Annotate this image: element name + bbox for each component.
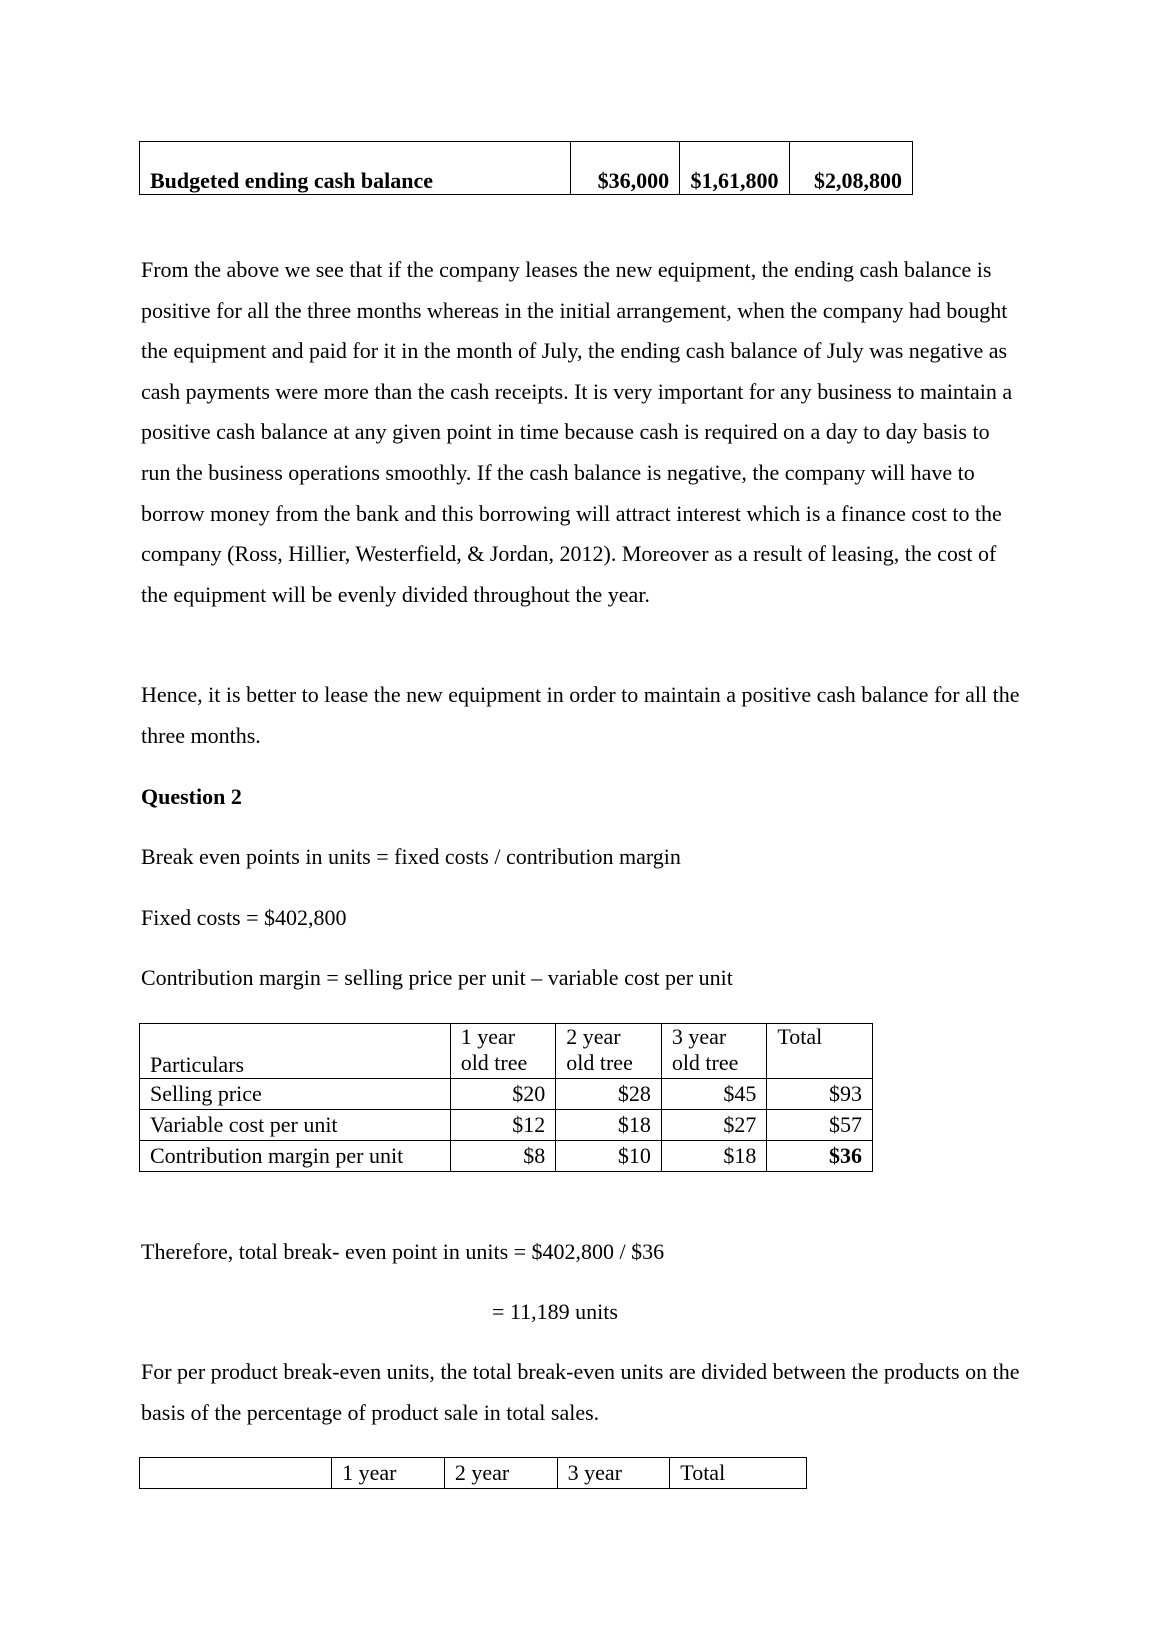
table-row: [140, 1079, 873, 1110]
table-header-row: [140, 1458, 807, 1489]
budget-value-1: $36,000: [570, 142, 679, 195]
cell-value: $27: [661, 1110, 767, 1141]
cell-value: $10: [556, 1141, 662, 1172]
leasing-analysis-paragraph: From the above we see that if the company leases the new equipment, the ending cash balance is positive for all the three months whereas in the initial arrangement, when the company had bought the equipment and paid for it in the month of July, the ending cash balance of July was negative as cash payments were more than the cash receipts. It is very important for any business to maintain a positive cash balance at any given point in time because cash is required on a day to day basis to run the business operations smoothly. If the cash balance is negative, the company will have to borrow money from the bank and this borrowing will attract interest which is a finance cost to the company (Ross, Hillier, Westerfield, & Jordan, 2012). Moreover as a result of leasing, the cost of the equipment will be evenly divided throughout the year.: [141, 257, 1013, 607]
header-3-year: 3 year old tree: [661, 1024, 767, 1079]
table-row: [140, 1110, 873, 1141]
table-header-row: [140, 1024, 873, 1079]
cell-total: $57: [767, 1110, 873, 1141]
break-even-split-table: [139, 1457, 807, 1489]
contribution-margin-table: [139, 1023, 873, 1172]
header-1-year: 1 year old tree: [450, 1024, 556, 1079]
cm-formula: Contribution margin = selling price per unit – variable cost per unit: [141, 965, 733, 990]
cell-total: $93: [767, 1079, 873, 1110]
bep-formula: Break even points in units = fixed costs / contribution margin: [141, 844, 681, 869]
budget-value-3: $2,08,800: [789, 142, 913, 195]
header-1-year: 1 year: [332, 1458, 445, 1489]
row-label: Contribution margin per unit: [140, 1141, 451, 1172]
header-2-year: 2 year old tree: [556, 1024, 662, 1079]
header-total: Total: [767, 1024, 873, 1079]
row-label: Variable cost per unit: [140, 1110, 451, 1141]
header-total: Total: [670, 1458, 807, 1489]
table-row: [140, 142, 913, 195]
header-3-year: 3 year: [557, 1458, 670, 1489]
cell-total: $36: [767, 1141, 873, 1172]
budgeted-cash-table: [139, 141, 913, 195]
cell-value: $8: [450, 1141, 556, 1172]
cell-value: $45: [661, 1079, 767, 1110]
question-heading: Question 2: [141, 784, 242, 809]
total-bep-line: Therefore, total break- even point in units = $402,800 / $36: [141, 1239, 665, 1264]
per-product-paragraph: For per product break-even units, the total break-even units are divided between the products on the basis of the percentage of product sale in total sales.: [141, 1359, 1020, 1425]
row-label: Selling price: [140, 1079, 451, 1110]
cell-value: $18: [556, 1110, 662, 1141]
budget-row-label: Budgeted ending cash balance: [140, 142, 571, 195]
conclusion-paragraph: Hence, it is better to lease the new equipment in order to maintain a positive cash balance for all the three months.: [141, 682, 1020, 748]
header-empty: [140, 1458, 332, 1489]
header-particulars: Particulars: [140, 1024, 451, 1079]
table-row: [140, 1141, 873, 1172]
cell-value: $28: [556, 1079, 662, 1110]
header-2-year: 2 year: [444, 1458, 557, 1489]
budget-value-2: $1,61,800: [680, 142, 789, 195]
fixed-costs-line: Fixed costs = $402,800: [141, 905, 347, 930]
bep-result: = 11,189 units: [492, 1299, 618, 1324]
cell-value: $20: [450, 1079, 556, 1110]
cell-value: $12: [450, 1110, 556, 1141]
cell-value: $18: [661, 1141, 767, 1172]
